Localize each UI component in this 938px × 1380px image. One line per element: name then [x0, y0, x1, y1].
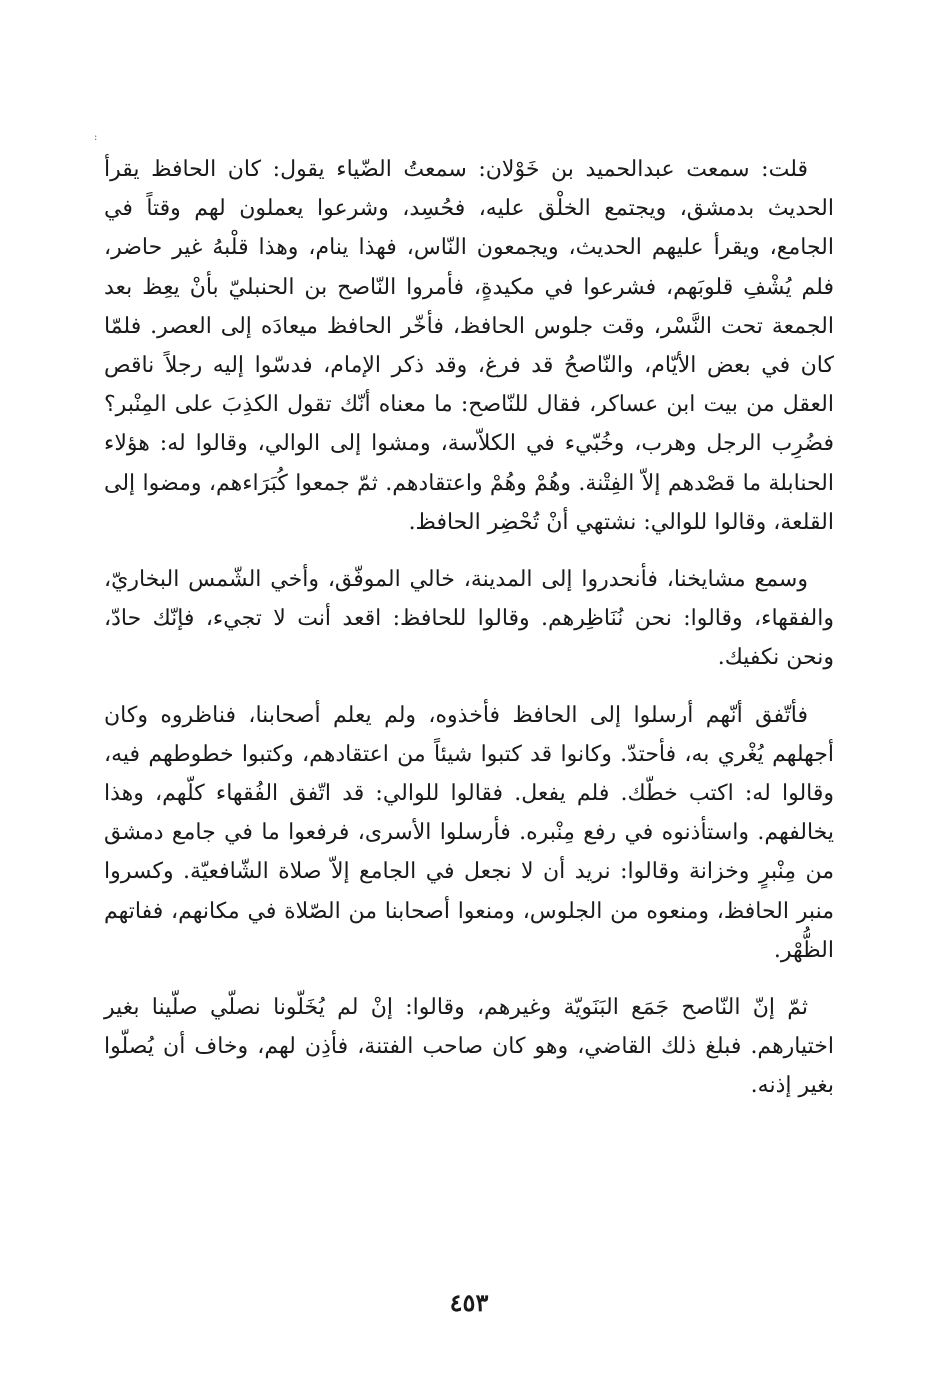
page-number: ٤٥٣ — [449, 1288, 489, 1317]
paragraph-3: فأتّفق أنّهم أرسلوا إلى الحافظ فأخذوه، ولم يعلم أصحابنا، فناظروه وكان أجهلهم يُغْري به، فأحتدّ. وكانوا قد كتبوا شيئاً من اعتقادهم، وكتبوا خطوطهم فيه، وقالوا له: اكتب خطّك. فلم يفعل. فقالوا للوالي: قد اتّفق الفُقهاء كلّهم، وهذا يخالفهم. واستأذنوه في رفع مِنْبره. فأرسلوا الأسرى، فرفعوا ما في جامع دمشق من مِنْبرٍ وخزانة وقالوا: نريد أن لا نجعل في الجامع إلاّ صلاة الشّافعيّة. وكسروا منبر الحافظ، ومنعوه من الجلوس، ومنعوا أصحابنا من الصّلاة في مكانهم، ففاتهم الظُّهْر. — [104, 702, 834, 963]
margin-mark: : — [94, 132, 98, 143]
body-text — [104, 150, 834, 1106]
paragraph-1: قلت: سمعت عبدالحميد بن خَوْلان: سمعتُ الضّياء يقول: كان الحافظ يقرأ الحديث بدمشق، ويجتمع الخلْق عليه، فحُسِد، وشرعوا يعملون لهم وقتاً في الجامع، ويقرأ عليهم الحديث، ويجمعون النّاس، فهذا ينام، وهذا قلْبهُ غير حاضر، فلم يُشْفِ قلوبَهم، فشرعوا في مكيدةٍ، فأمروا النّاصح بن الحنبليّ بأنْ يعِظ بعد الجمعة تحت النَّسْر، وقت جلوس الحافظ، فأخّر الحافظ ميعادَه إلى العصر. فلمّا كان في بعض الأيّام، والنّاصحُ قد فرغ، وقد ذكر الإمام، فدسّوا إليه رجلاً ناقص العقل من بيت ابن عساكر، فقال للنّاصح: ما معناه أنّك تقول الكذِبَ على المِنْبر؟ فضُرِب الرجل وهرب، وخُبّيء في الكلاّسة، ومشوا إلى الوالي، وقالوا له: هؤلاء الحنابلة ما قصْدهم إلاّ الفِتْنة. وهُمْ وهُمْ واعتقادهم. ثمّ جمعوا كُبَرَاءهم، ومضوا إلى القلعة، وقالوا للوالي: نشتهي أنْ تُحْضِر الحافظ. — [104, 157, 835, 535]
paragraph-4: ثمّ إنّ النّاصح جَمَع البَنَويّة وغيرهم، وقالوا: إنْ لم يُخَلّونا نصلّي صلّينا بغير اختيارهم. فبلغ ذلك القاضي، وهو كان صاحب الفتنة، فأذِن لهم، وخاف أن يُصلّوا بغير إذنه. — [104, 995, 834, 1099]
paragraph-2: وسمع مشايخنا، فأنحدروا إلى المدينة، خالي الموفّق، وأخي الشّمس البخاريّ، والفقهاء، وقالوا: نحن نُنَاظِرهم. وقالوا للحافظ: اقعد أنت لا تجيء، فإنّك حادّ، ونحن نكفيك. — [104, 567, 834, 671]
